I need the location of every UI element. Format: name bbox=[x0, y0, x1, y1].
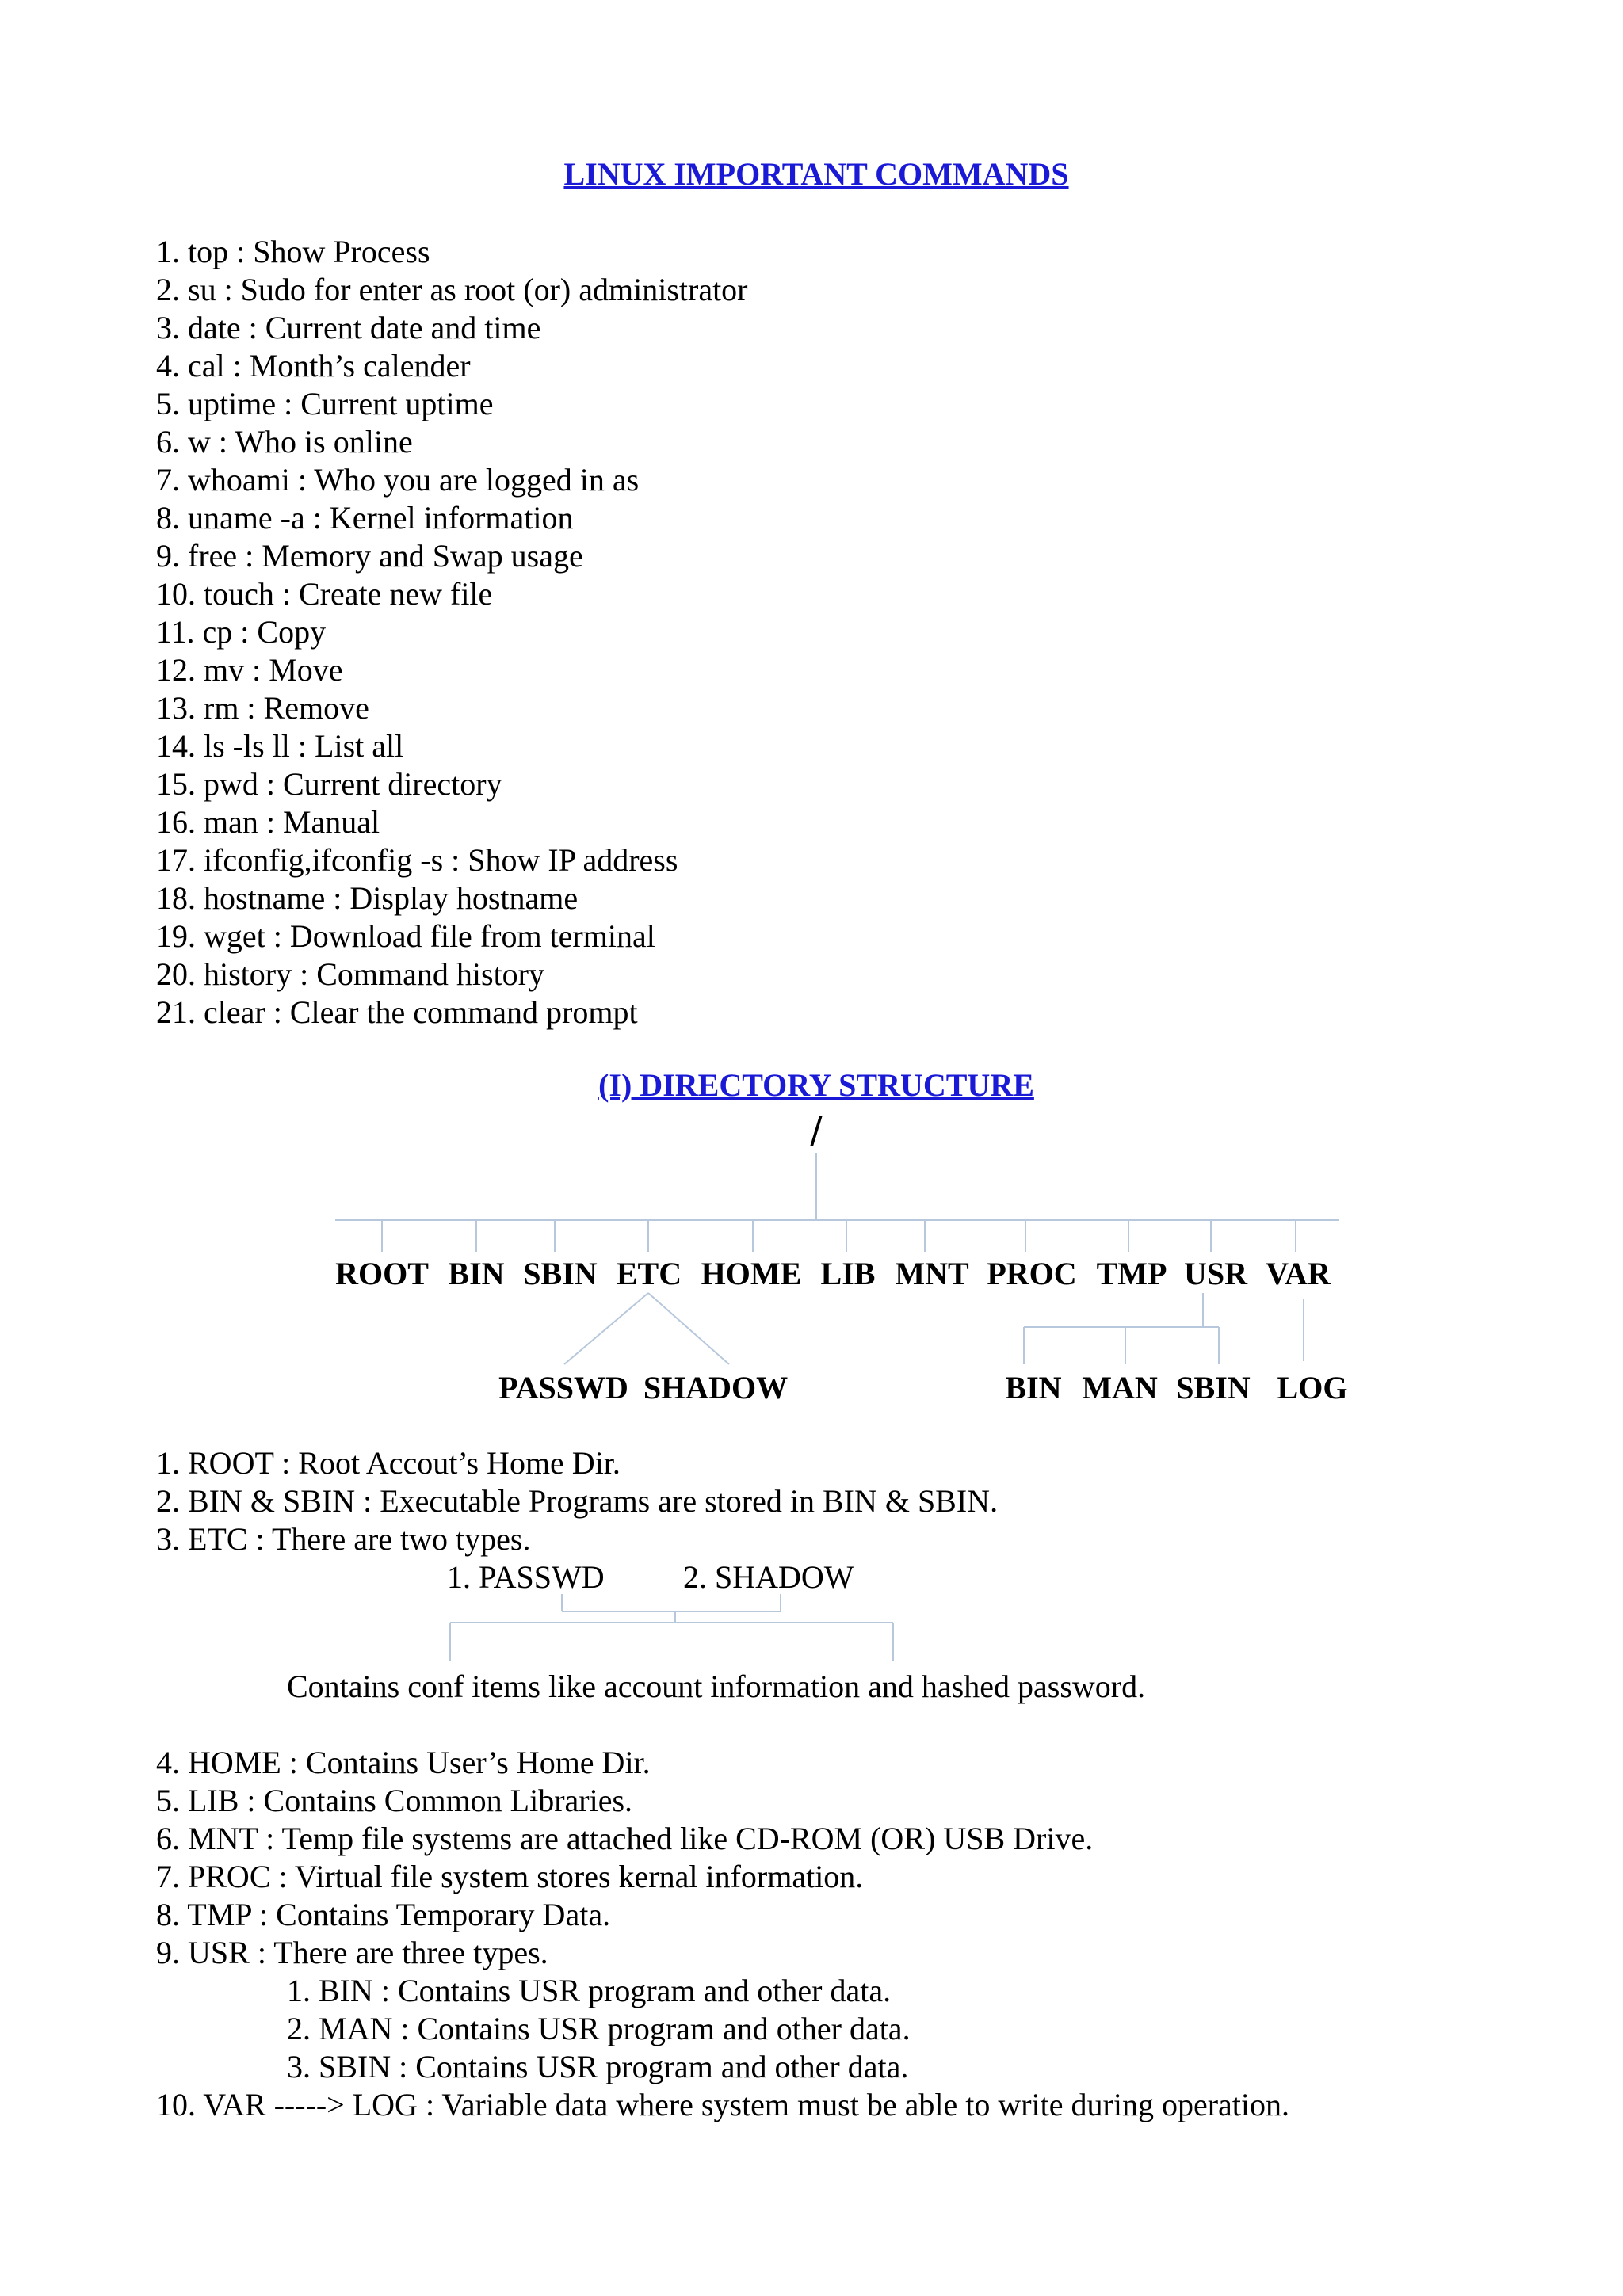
list-item: 12. mv : Move bbox=[156, 652, 343, 688]
desc-mnt: 6. MNT : Temp file systems are attached like CD-ROM (OR) USB Drive. bbox=[156, 1821, 1094, 1856]
tree-node-bin: BIN bbox=[448, 1256, 505, 1291]
tree-node-var: VAR bbox=[1266, 1256, 1331, 1291]
page-title: LINUX IMPORTANT COMMANDS bbox=[563, 156, 1069, 192]
usr-type-bin: 1. BIN : Contains USR program and other data. bbox=[287, 1973, 892, 2008]
section-title-directory-structure: (I) DIRECTORY STRUCTURE bbox=[598, 1067, 1034, 1103]
etc-type-shadow: 2. SHADOW bbox=[683, 1559, 854, 1595]
list-item: 3. date : Current date and time bbox=[156, 310, 541, 345]
usr-type-man: 2. MAN : Contains USR program and other data. bbox=[287, 2011, 911, 2046]
tree-node-log: LOG bbox=[1277, 1370, 1348, 1405]
etc-type-passwd: 1. PASSWD bbox=[447, 1559, 605, 1595]
list-item: 21. clear : Clear the command prompt bbox=[156, 994, 638, 1030]
list-item: 16. man : Manual bbox=[156, 804, 380, 840]
list-item: 2. su : Sudo for enter as root (or) administrator bbox=[156, 272, 748, 307]
list-item: 9. free : Memory and Swap usage bbox=[156, 538, 583, 574]
desc-var-log: 10. VAR -----> LOG : Variable data where system must be able to write during operation. bbox=[156, 2087, 1289, 2122]
list-item: 20. history : Command history bbox=[156, 956, 544, 992]
tree-node-shadow: SHADOW bbox=[643, 1370, 789, 1405]
list-item: 7. whoami : Who you are logged in as bbox=[156, 462, 640, 498]
tree-node-tmp: TMP bbox=[1096, 1256, 1167, 1291]
etc-note: Contains conf items like account information and hashed password. bbox=[287, 1669, 1146, 1704]
desc-etc: 3. ETC : There are two types. bbox=[156, 1521, 531, 1557]
list-item: 8. uname -a : Kernel information bbox=[156, 500, 574, 536]
list-item: 1. top : Show Process bbox=[156, 234, 430, 269]
list-item: 15. pwd : Current directory bbox=[156, 766, 502, 802]
list-item: 13. rm : Remove bbox=[156, 690, 369, 726]
list-item: 14. ls -ls ll : List all bbox=[156, 728, 404, 764]
list-item: 19. wget : Download file from terminal bbox=[156, 918, 655, 954]
list-item: 10. touch : Create new file bbox=[156, 576, 493, 612]
list-item: 18. hostname : Display hostname bbox=[156, 880, 579, 916]
tree-node-mnt: MNT bbox=[895, 1256, 969, 1291]
tree-node-root: ROOT bbox=[335, 1256, 429, 1291]
desc-root: 1. ROOT : Root Accout’s Home Dir. bbox=[156, 1445, 621, 1481]
usr-type-sbin: 3. SBIN : Contains USR program and other data. bbox=[287, 2049, 909, 2084]
tree-root-slash: / bbox=[810, 1108, 823, 1151]
tree-node-usr-man: MAN bbox=[1082, 1370, 1158, 1405]
list-item: 5. uptime : Current uptime bbox=[156, 386, 494, 421]
desc-home: 4. HOME : Contains User’s Home Dir. bbox=[156, 1745, 651, 1780]
list-item: 17. ifconfig,ifconfig -s : Show IP address bbox=[156, 842, 678, 878]
desc-usr: 9. USR : There are three types. bbox=[156, 1935, 548, 1970]
tree-node-proc: PROC bbox=[987, 1256, 1077, 1291]
list-item: 6. w : Who is online bbox=[156, 424, 413, 460]
tree-node-lib: LIB bbox=[820, 1256, 876, 1291]
tree-node-sbin: SBIN bbox=[523, 1256, 598, 1291]
tree-node-etc: ETC bbox=[616, 1256, 682, 1291]
list-item: 11. cp : Copy bbox=[156, 614, 327, 650]
tree-node-home: HOME bbox=[701, 1256, 802, 1291]
desc-tmp: 8. TMP : Contains Temporary Data. bbox=[156, 1897, 611, 1932]
tree-node-usr: USR bbox=[1183, 1256, 1248, 1291]
desc-proc: 7. PROC : Virtual file system stores kernal information. bbox=[156, 1859, 864, 1894]
tree-node-usr-bin: BIN bbox=[1005, 1370, 1062, 1405]
list-item: 4. cal : Month’s calender bbox=[156, 348, 471, 383]
tree-node-usr-sbin: SBIN bbox=[1176, 1370, 1251, 1405]
desc-lib: 5. LIB : Contains Common Libraries. bbox=[156, 1783, 633, 1818]
desc-bin-sbin: 2. BIN & SBIN : Executable Programs are stored in BIN & SBIN. bbox=[156, 1483, 999, 1519]
tree-node-passwd: PASSWD bbox=[498, 1370, 628, 1405]
